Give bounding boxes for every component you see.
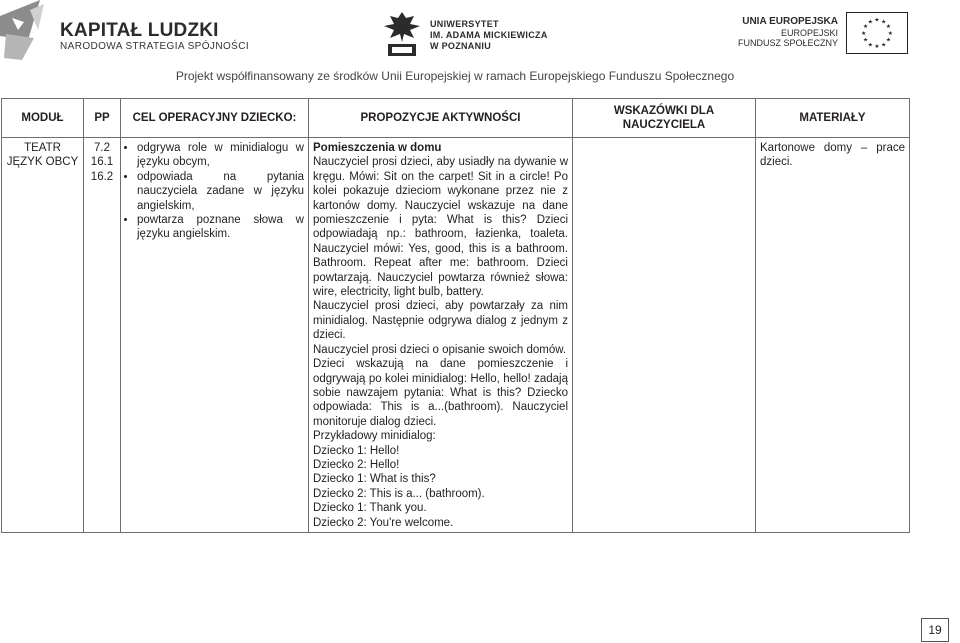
university-line: UNIWERSYTET <box>430 19 499 29</box>
svg-text:★: ★ <box>861 30 867 37</box>
university-line: W POZNANIU <box>430 41 491 51</box>
eu-fund-name <box>738 17 838 49</box>
table-row <box>2 138 910 533</box>
svg-text:★: ★ <box>867 19 873 26</box>
activity-paragraph: Nauczyciel prosi dzieci, aby usiadły na dywanie w kręgu. Mówi: Sit on the carpet! Sit in a circle! Po kolei pokazuje dzieciom wykonane przez nie z kartonów domy. Nauczyciel wskazuje na dane pomieszczenie i pyta: What is this? Dzieci odpowiadają np.: bathroom, łazienka, toaleta. Nauczyciel mówi: Yes, good, this is a bathroom. Bathroom. Repeat after me: bathroom. Dzieci powtarzają. Nauczyciel powtarza również słowa: wire, electricity, light bulb, battery. <box>313 156 568 299</box>
university-crest-icon <box>380 10 424 58</box>
svg-text:★: ★ <box>887 30 893 37</box>
svg-text:★: ★ <box>881 19 887 26</box>
list-item: • powtarza poznane słowa w języku angielskim. <box>137 213 304 242</box>
header-modul: MODUŁ <box>2 99 84 138</box>
dialog-line: Dziecko 1: What is this? <box>313 473 436 486</box>
header-tips: WSKAZÓWKI DLA NAUCZYCIELA <box>573 99 756 138</box>
goal-list <box>125 141 304 242</box>
eu-flag-icon <box>846 12 908 54</box>
page-number: 19 <box>921 618 949 642</box>
dialog-line: Dziecko 2: Hello! <box>313 458 400 471</box>
materials-cell: Kartonowe domy – prace dzieci. <box>756 138 910 533</box>
eu-line: FUNDUSZ SPOŁECZNY <box>737 38 838 48</box>
activity-paragraph: Dzieci wskazują na dane pomieszczenie i odgrywają po kolei minidialog: Hello, hello! zadają sobie nawzajem pytania: What is this? Dziecko odpowiada: This is a...(bathroom). Nauczyciel monitoruje dialog dzieci. <box>313 358 568 428</box>
pp-value: 7.2 <box>94 142 110 154</box>
list-item: • odpowiada na pytania nauczyciela zadane w języku angielskim, <box>137 170 304 213</box>
svg-text:★: ★ <box>885 24 891 31</box>
activity-title: Pomieszczenia w domu <box>313 142 442 154</box>
dialog-line: Dziecko 1: Thank you. <box>313 502 427 515</box>
university-name <box>430 19 548 52</box>
modul-line: TEATR <box>24 142 61 154</box>
svg-text:★: ★ <box>863 37 869 44</box>
kapital-ludzki-logo-icon <box>0 0 56 64</box>
pp-value: 16.1 <box>90 156 114 169</box>
activity-paragraph: Nauczyciel prosi dzieci, aby powtarzały za nim minidialog. Następnie odgrywa dialog z jednym z dzieci. <box>313 300 568 342</box>
header-activities: PROPOZYCJE AKTYWNOŚCI <box>309 99 573 138</box>
project-line: Projekt współfinansowany ze środków Unii Europejskiej w ramach Europejskiego Funduszu Społecznego <box>175 69 735 83</box>
activity-paragraph: Przykładowy minidialog: <box>313 430 436 443</box>
dialog-line: Dziecko 2: This is a... (bathroom). <box>313 487 485 500</box>
table-header-row <box>2 99 910 138</box>
svg-text:★: ★ <box>863 24 869 31</box>
activity-paragraph: Nauczyciel prosi dzieci o opisanie swoich domów. <box>313 343 567 356</box>
pp-cell <box>84 138 121 533</box>
svg-text:★: ★ <box>885 37 891 44</box>
logo-subtitle: NARODOWA STRATEGIA SPÓJNOŚCI <box>60 41 250 52</box>
lesson-table <box>1 98 910 533</box>
logo-title: KAPITAŁ LUDZKI <box>60 20 219 41</box>
header-pp: PP <box>84 99 121 138</box>
dialog-line: Dziecko 1: Hello! <box>313 444 400 457</box>
list-item: • odgrywa role w minidialogu w języku obcym, <box>137 141 304 170</box>
goal-cell <box>121 138 309 533</box>
pp-value: 16.2 <box>90 170 114 183</box>
dialog-line: Dziecko 2: You're welcome. <box>313 516 454 529</box>
university-line: IM. ADAMA MICKIEWICZA <box>430 30 548 40</box>
svg-text:★: ★ <box>874 44 880 51</box>
eu-line: EUROPEJSKI <box>780 27 838 38</box>
svg-text:★: ★ <box>874 17 880 24</box>
eu-line: UNIA EUROPEJSKA <box>742 16 838 27</box>
header-goal: CEL OPERACYJNY DZIECKO: <box>121 99 309 138</box>
modul-line: JĘZYK OBCY <box>6 156 79 169</box>
svg-text:★: ★ <box>867 42 873 49</box>
page-header <box>0 0 960 83</box>
modul-cell <box>2 138 84 533</box>
header-materials: MATERIAŁY <box>756 99 910 138</box>
activities-cell <box>309 138 573 533</box>
tips-cell <box>573 138 756 533</box>
svg-text:★: ★ <box>881 42 887 49</box>
